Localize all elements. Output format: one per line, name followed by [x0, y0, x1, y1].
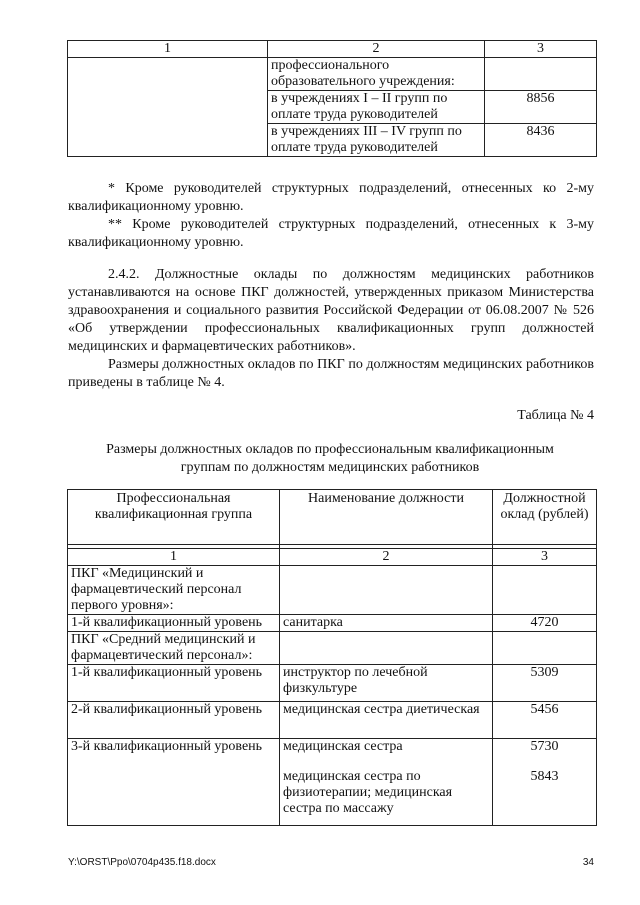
table-cell: 8856 [485, 91, 597, 124]
footnote-2: ** Кроме руководителей структурных подразделений, отнесенных к 3-му квалификационному уровню. [68, 217, 594, 250]
header-salary: Должностной оклад (рублей) [493, 490, 597, 545]
group-cell: 1-й квалификационный уровень [68, 615, 280, 632]
table-row [68, 739, 597, 826]
position-cell: санитарка [280, 615, 493, 632]
footnotes [68, 180, 594, 252]
salary-table [67, 489, 597, 826]
body-text [68, 266, 594, 392]
group-cell: 2-й квалификационный уровень [68, 702, 280, 739]
table-header-row [68, 41, 597, 58]
header-col-1: 1 [68, 41, 268, 58]
col-num-2: 2 [280, 549, 493, 566]
table-cell: в учреждениях I – II групп по оплате труда руководителей [268, 91, 485, 124]
col-num-1: 1 [68, 549, 280, 566]
table-cell [485, 58, 597, 91]
table-header-row [68, 490, 597, 545]
table-cell: 8436 [485, 124, 597, 157]
salary-cell [493, 566, 597, 615]
group-cell: ПКГ «Средний медицинский и фармацевтический персонал»: [68, 632, 280, 665]
paragraph-table-ref: Размеры должностных окладов по ПКГ по должностям медицинских работников приведены в таблице № 4. [68, 357, 594, 390]
file-path: Y:\ORST\Ppo\0704p435.f18.docx [68, 857, 216, 868]
column-number-row [68, 549, 597, 566]
position-cell [280, 566, 493, 615]
position-cell: инструктор по лечебной физкультуре [280, 665, 493, 702]
group-cell: ПКГ «Медицинский и фармацевтический персонал первого уровня»: [68, 566, 280, 615]
salary-value: 5843 [530, 769, 559, 784]
paragraph-2-4-2: 2.4.2. Должностные оклады по должностям медицинских работников устанавливаются на основе ПКГ должностей, утвержденных приказом Министерства здравоохранения и социального развития Российской Федерации от 06.08.2007 № 526 «Об утверждении профессиональных квалификационных групп должностей медицинских и фармацевтических работников». [68, 267, 594, 354]
header-col-2: 2 [268, 41, 485, 58]
table-row [68, 632, 597, 665]
table-row [68, 58, 597, 91]
position-cell [280, 632, 493, 665]
table-row [68, 615, 597, 632]
table-cell: в учреждениях III – IV групп по оплате труда руководителей [268, 124, 485, 157]
header-col-3: 3 [485, 41, 597, 58]
table-row [68, 566, 597, 615]
group-cell: 3-й квалификационный уровень [68, 739, 280, 826]
position-line: медицинская сестра по физиотерапии; медицинская сестра по массажу [283, 769, 453, 816]
position-line: медицинская сестра [283, 739, 403, 754]
position-cell: медицинская сестра диетическая [280, 702, 493, 739]
header-position: Наименование должности [280, 490, 493, 545]
col-num-3: 3 [493, 549, 597, 566]
salary-cell [493, 739, 597, 826]
table-cell: профессионального образовательного учреждения: [268, 58, 485, 91]
salary-cell: 5456 [493, 702, 597, 739]
salary-cell [493, 632, 597, 665]
table-title: Размеры должностных окладов по профессиональным квалификационным группам по должностям медицинских работников [106, 442, 554, 475]
page-number: 34 [582, 857, 594, 868]
salary-cell: 5309 [493, 665, 597, 702]
salary-cell: 4720 [493, 615, 597, 632]
table-row [68, 702, 597, 739]
footnote-1: * Кроме руководителей структурных подразделений, отнесенных ко 2-му квалификационному уровню. [68, 181, 594, 214]
table-row [68, 665, 597, 702]
position-cell [280, 739, 493, 826]
group-cell: 1-й квалификационный уровень [68, 665, 280, 702]
salary-value: 5730 [530, 739, 559, 754]
header-group: Профессиональная квалификационная группа [68, 490, 280, 545]
empty-cell [68, 58, 268, 157]
continuation-table [67, 40, 597, 157]
table-label: Таблица № 4 [517, 408, 594, 423]
